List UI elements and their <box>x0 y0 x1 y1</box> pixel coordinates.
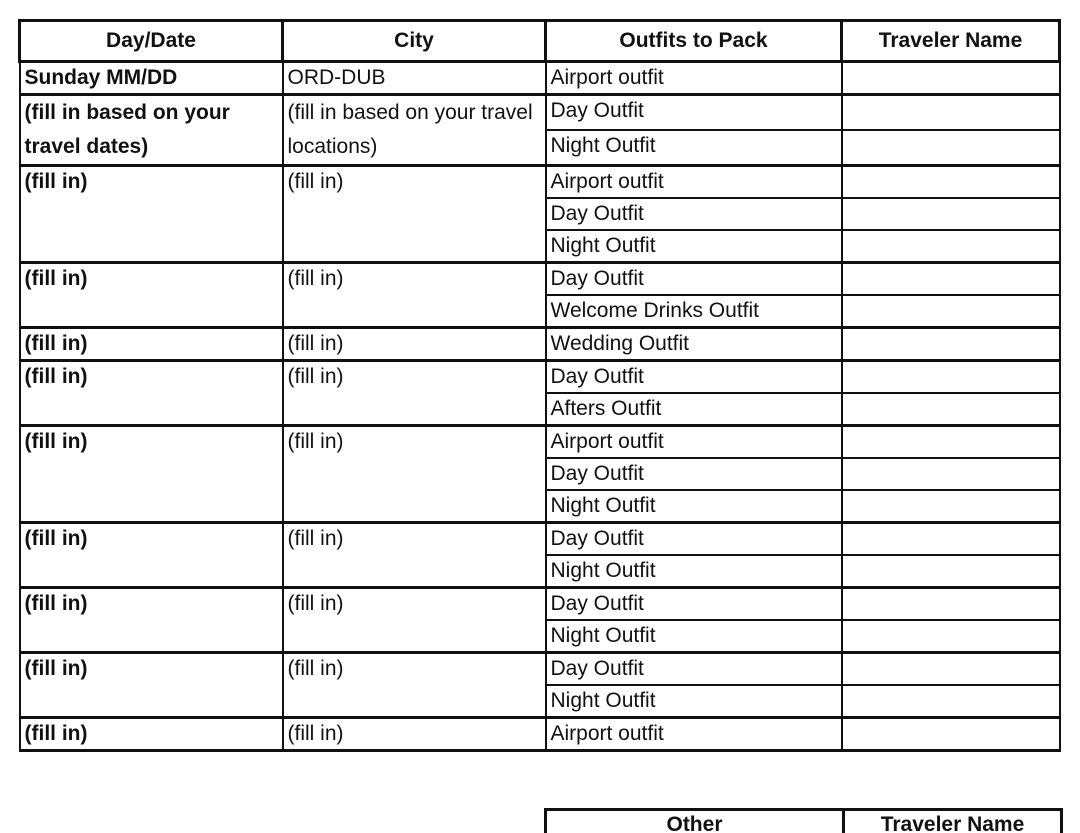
day-date-cell[interactable]: (fill in) <box>20 263 283 328</box>
day-date-cell[interactable]: (fill in) <box>20 426 283 523</box>
table-row <box>20 426 1060 459</box>
outfit-cell[interactable]: Night Outfit <box>546 685 842 718</box>
traveler-name-cell[interactable] <box>842 555 1060 588</box>
table-row <box>20 263 1060 296</box>
day-date-cell[interactable]: (fill in) <box>20 718 283 751</box>
packing-table <box>18 19 1061 752</box>
outfit-cell[interactable]: Night Outfit <box>546 620 842 653</box>
day-date-cell[interactable]: Sunday MM/DD <box>20 62 283 95</box>
outfit-cell[interactable]: Wedding Outfit <box>546 328 842 361</box>
header-city: City <box>283 21 546 62</box>
outfit-cell[interactable]: Airport outfit <box>546 166 842 199</box>
city-cell[interactable]: (fill in) <box>283 653 546 718</box>
outfit-cell[interactable]: Night Outfit <box>546 490 842 523</box>
header-traveler-name: Traveler Name <box>842 21 1060 62</box>
outfit-cell[interactable]: Day Outfit <box>546 95 842 131</box>
traveler-name-cell[interactable] <box>842 523 1060 556</box>
city-cell[interactable]: (fill in) <box>283 328 546 361</box>
outfit-cell[interactable]: Airport outfit <box>546 426 842 459</box>
outfit-cell[interactable]: Day Outfit <box>546 523 842 556</box>
table-row <box>20 718 1060 751</box>
traveler-name-cell[interactable] <box>842 458 1060 490</box>
outfit-cell[interactable]: Airport outfit <box>546 718 842 751</box>
city-cell[interactable]: (fill in) <box>283 718 546 751</box>
header-other-traveler-name: Traveler Name <box>842 808 1063 833</box>
day-date-cell[interactable]: (fill in) <box>20 653 283 718</box>
traveler-name-cell[interactable] <box>842 295 1060 328</box>
outfit-cell[interactable]: Day Outfit <box>546 653 842 686</box>
outfit-cell[interactable]: Airport outfit <box>546 62 842 95</box>
header-other: Other <box>544 808 842 833</box>
traveler-name-cell[interactable] <box>842 62 1060 95</box>
traveler-name-cell[interactable] <box>842 263 1060 296</box>
table-row <box>20 653 1060 686</box>
city-cell[interactable]: ORD-DUB <box>283 62 546 95</box>
day-date-cell[interactable]: (fill in) <box>20 166 283 263</box>
traveler-name-cell[interactable] <box>842 588 1060 621</box>
city-cell[interactable]: (fill in) <box>283 166 546 263</box>
table-row <box>20 328 1060 361</box>
city-cell[interactable]: (fill in) <box>283 426 546 523</box>
day-date-cell[interactable]: (fill in) <box>20 523 283 588</box>
outfit-cell[interactable]: Day Outfit <box>546 198 842 230</box>
traveler-name-cell[interactable] <box>842 490 1060 523</box>
table-row <box>20 523 1060 556</box>
table-row <box>20 62 1060 95</box>
outfit-cell[interactable]: Welcome Drinks Outfit <box>546 295 842 328</box>
traveler-name-cell[interactable] <box>842 198 1060 230</box>
traveler-name-cell[interactable] <box>842 718 1060 751</box>
table-body <box>20 62 1060 751</box>
outfit-cell[interactable]: Day Outfit <box>546 458 842 490</box>
table-row <box>20 588 1060 621</box>
city-cell[interactable]: (fill in) <box>283 361 546 426</box>
table-row <box>20 166 1060 199</box>
traveler-name-cell[interactable] <box>842 653 1060 686</box>
traveler-name-cell[interactable] <box>842 166 1060 199</box>
outfit-cell[interactable]: Night Outfit <box>546 130 842 166</box>
outfit-cell[interactable]: Day Outfit <box>546 588 842 621</box>
outfit-cell[interactable]: Afters Outfit <box>546 393 842 426</box>
other-table-header <box>544 808 1060 833</box>
traveler-name-cell[interactable] <box>842 130 1060 166</box>
outfit-cell[interactable]: Day Outfit <box>546 361 842 394</box>
packing-sheet <box>18 19 1061 752</box>
header-day-date: Day/Date <box>20 21 283 62</box>
traveler-name-cell[interactable] <box>842 328 1060 361</box>
city-cell[interactable]: (fill in) <box>283 588 546 653</box>
header-outfits: Outfits to Pack <box>546 21 842 62</box>
day-date-cell[interactable]: (fill in) <box>20 361 283 426</box>
day-date-cell[interactable]: (fill in) <box>20 328 283 361</box>
city-cell[interactable]: (fill in) <box>283 263 546 328</box>
traveler-name-cell[interactable] <box>842 426 1060 459</box>
traveler-name-cell[interactable] <box>842 230 1060 263</box>
city-cell[interactable]: (fill in) <box>283 523 546 588</box>
traveler-name-cell[interactable] <box>842 685 1060 718</box>
table-row <box>20 95 1060 131</box>
outfit-cell[interactable]: Night Outfit <box>546 555 842 588</box>
header-row <box>20 21 1060 62</box>
outfit-cell[interactable]: Day Outfit <box>546 263 842 296</box>
day-date-cell[interactable]: (fill in) <box>20 588 283 653</box>
traveler-name-cell[interactable] <box>842 620 1060 653</box>
traveler-name-cell[interactable] <box>842 95 1060 131</box>
table-row <box>20 361 1060 394</box>
traveler-name-cell[interactable] <box>842 361 1060 394</box>
traveler-name-cell[interactable] <box>842 393 1060 426</box>
city-cell[interactable]: (fill in based on your travel locations) <box>283 95 546 166</box>
outfit-cell[interactable]: Night Outfit <box>546 230 842 263</box>
day-date-cell[interactable]: (fill in based on your travel dates) <box>20 95 283 166</box>
